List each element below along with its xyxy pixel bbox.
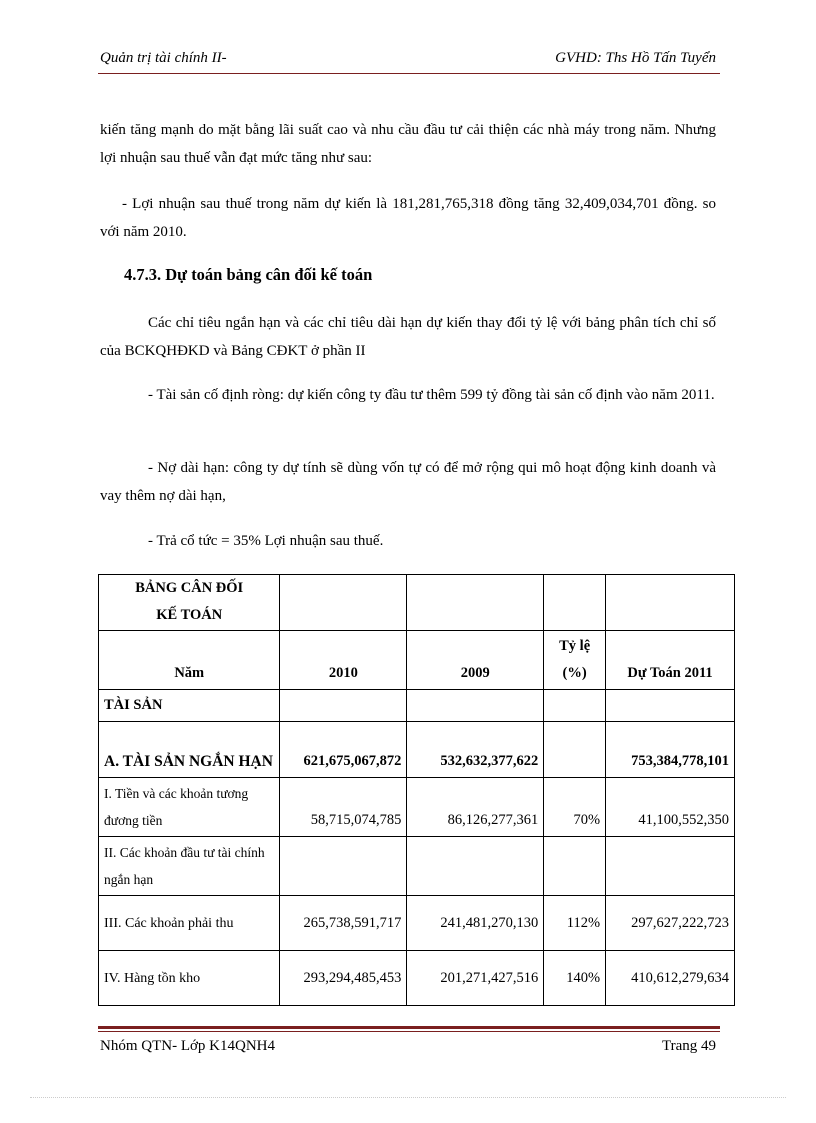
header-instructor: GVHD: Ths Hồ Tấn Tuyển: [555, 50, 716, 66]
header-2010: 2010: [280, 631, 407, 690]
page-footer: [100, 1038, 716, 1055]
page-header: [100, 50, 716, 67]
header-ratio: Tỷ lệ (%): [544, 631, 606, 690]
paragraph-1: kiến tăng mạnh do mặt bằng lãi suất cao và nhu cầu đầu tư cải thiện các nhà máy trong năm. Nhưng lợi nhuận sau thuế vẫn đạt mức tăng như sau:: [100, 122, 716, 166]
paragraph-2: - Lợi nhuận sau thuế trong năm dự kiến là 181,281,765,318 đồng tăng 32,409,034,701 đồng. so với năm 2010.: [100, 196, 716, 240]
table-header-row: [99, 631, 735, 690]
paragraph-6: - Trả cổ tức = 35% Lợi nhuận sau thuế.: [148, 533, 384, 549]
footer-group: Nhóm QTN- Lớp K14QNH4: [100, 1038, 275, 1054]
table-row: A. TÀI SẢN NGẮN HẠN 621,675,067,872 532,632,377,622 753,384,778,101: [99, 722, 735, 778]
header-rule: [98, 73, 720, 74]
table-row: IV. Hàng tồn kho 293,294,485,453 201,271,427,516 140% 410,612,279,634: [99, 951, 735, 1006]
table-row: III. Các khoản phải thu 265,738,591,717 241,481,270,130 112% 297,627,222,723: [99, 896, 735, 951]
table-title: BẢNG CÂN ĐỐI KẾ TOÁN: [99, 575, 280, 631]
footer-rule-thin: [98, 1031, 720, 1032]
footer-rule-thick: [98, 1026, 720, 1029]
table-title-row: [99, 575, 735, 631]
page-number: Trang 49: [661, 1038, 716, 1054]
header-year: Năm: [99, 631, 280, 690]
paragraph-4: - Tài sản cố định ròng: dự kiến công ty đầu tư thêm 599 tỷ đồng tài sản cố định vào năm 2011.: [148, 387, 715, 403]
section-label: TÀI SẢN: [99, 690, 280, 722]
table-row: I. Tiền và các khoản tương đương tiền 58,715,074,785 86,126,277,361 70% 41,100,552,350: [99, 778, 735, 837]
page-edge-dotted-line: [30, 1097, 786, 1098]
header-forecast: Dự Toán 2011: [606, 631, 735, 690]
paragraph-5: - Nợ dài hạn: công ty dự tính sẽ dùng vốn tự có để mở rộng qui mô hoạt động kinh doanh và vay thêm nợ dài hạn,: [100, 460, 716, 504]
header-course: Quản trị tài chính II-: [100, 50, 227, 66]
balance-sheet-table: [98, 574, 735, 1006]
header-2009: 2009: [407, 631, 544, 690]
paragraph-3: Các chỉ tiêu ngắn hạn và các chỉ tiêu dài hạn dự kiến thay đổi tỷ lệ với bảng phân tích chỉ số của BCKQHĐKD và Bảng CĐKT ở phần II: [100, 315, 716, 359]
table-row-section: [99, 690, 735, 722]
section-heading: 4.7.3. Dự toán bảng cân đối kế toán: [124, 265, 373, 284]
table-row: II. Các khoản đầu tư tài chính ngắn hạn: [99, 837, 735, 896]
